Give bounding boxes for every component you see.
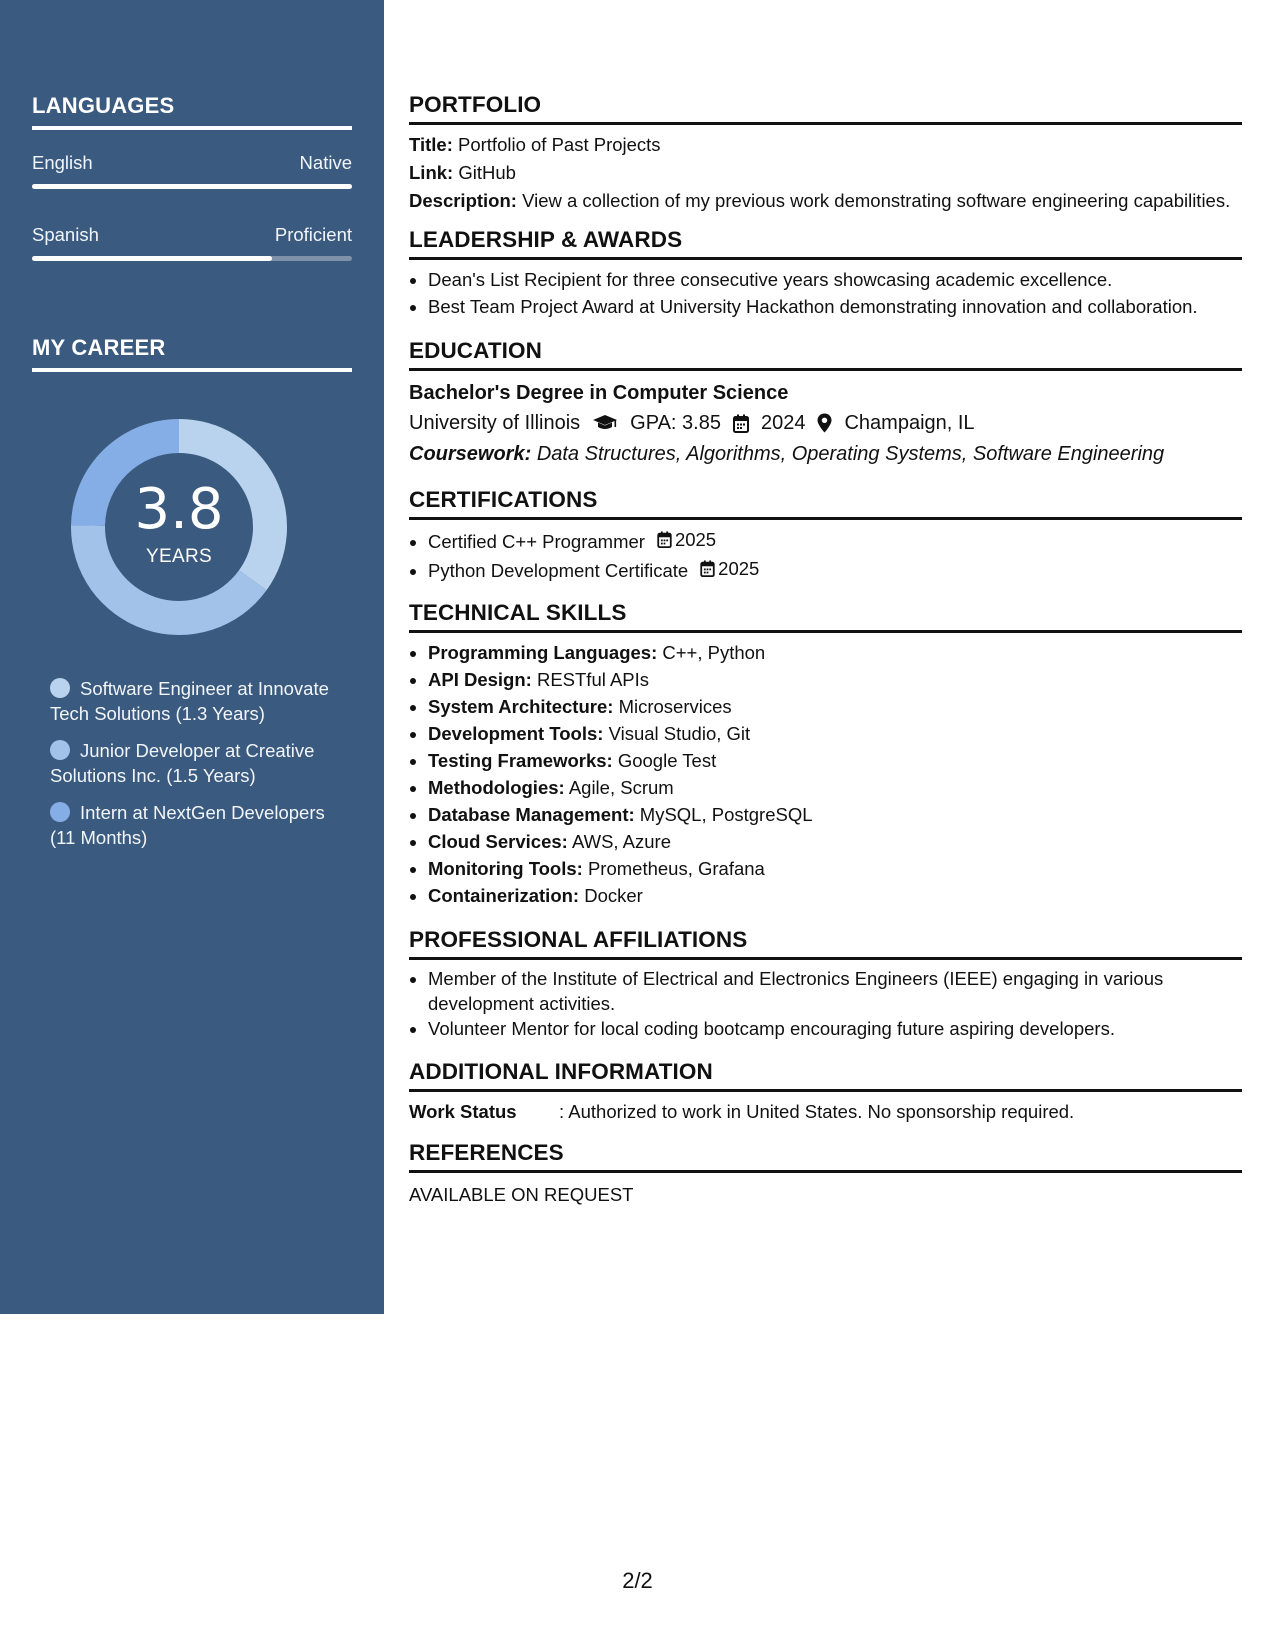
- skill-value: AWS, Azure: [571, 831, 671, 852]
- list-item: • Dean's List Recipient for three consecutive years showcasing academic excellence.: [428, 266, 1242, 293]
- references-text: AVAILABLE ON REQUEST: [409, 1184, 634, 1205]
- certifications-section: [409, 487, 1242, 584]
- list-item: [428, 720, 1242, 747]
- languages-section: [32, 93, 352, 261]
- section-heading: EDUCATION: [409, 338, 1242, 371]
- career-item-text: Junior Developer at Creative Solutions Inc. (1.5 Years): [50, 740, 315, 786]
- education-coursework: [409, 439, 1242, 469]
- affiliations-section: [409, 927, 1242, 1041]
- cert-year: 2025: [718, 558, 760, 579]
- work-status-label: Work Status: [409, 1101, 517, 1122]
- section-heading: PORTFOLIO: [409, 92, 1242, 125]
- education-degree: Bachelor's Degree in Computer Science: [409, 382, 789, 404]
- language-name: English: [32, 152, 93, 173]
- map-pin-icon: [817, 413, 832, 433]
- skills-list: [409, 639, 1242, 909]
- cert-date: [657, 526, 716, 553]
- career-donut-center: [66, 414, 292, 640]
- list-item: [428, 666, 1242, 693]
- cert-date: [700, 555, 759, 582]
- skill-value: Agile, Scrum: [568, 777, 674, 798]
- career-heading: MY CAREER: [32, 335, 352, 372]
- section-heading: REFERENCES: [409, 1140, 1242, 1173]
- graduation-cap-icon: [592, 414, 618, 432]
- language-bar: [32, 256, 352, 261]
- career-item: [50, 738, 340, 788]
- section-heading: LEADERSHIP & AWARDS: [409, 227, 1242, 260]
- skill-label: System Architecture:: [428, 696, 614, 717]
- coursework-value: Data Structures, Algorithms, Operating Systems, Software Engineering: [536, 443, 1165, 465]
- skills-section: [409, 600, 1242, 909]
- language-row: [32, 152, 352, 174]
- skill-value: Prometheus, Grafana: [587, 858, 765, 879]
- language-bar-fill: [32, 256, 272, 261]
- certifications-list: [409, 526, 1242, 584]
- language-bar: [32, 184, 352, 189]
- list-item: [428, 855, 1242, 882]
- skill-label: Development Tools:: [428, 723, 604, 744]
- portfolio-desc-label: Description:: [409, 190, 517, 211]
- calendar-icon: [657, 531, 672, 548]
- portfolio-description: [409, 187, 1242, 215]
- list-item: [428, 639, 1242, 666]
- career-dot-icon: [50, 802, 70, 822]
- career-dot-icon: [50, 678, 70, 698]
- portfolio-link-value[interactable]: GitHub: [458, 162, 516, 183]
- leadership-list: [409, 266, 1242, 320]
- career-donut: [66, 414, 292, 640]
- list-item: [428, 882, 1242, 909]
- list-item: • Volunteer Mentor for local coding bootcamp encouraging future aspiring developers.: [428, 1016, 1242, 1041]
- skill-value: RESTful APIs: [536, 669, 650, 690]
- portfolio-title-label: Title:: [409, 134, 453, 155]
- career-item-text: Software Engineer at Innovate Tech Solutions (1.3 Years): [50, 678, 329, 724]
- language-row: [32, 224, 352, 246]
- career-item: [50, 676, 340, 726]
- list-item: [428, 526, 1242, 555]
- coursework-label: Coursework:: [409, 443, 532, 465]
- section-heading: CERTIFICATIONS: [409, 487, 1242, 520]
- additional-info-section: [409, 1059, 1242, 1126]
- portfolio-link: [409, 159, 1242, 187]
- list-item: • Best Team Project Award at University Hackathon demonstrating innovation and collaboration.: [428, 293, 1242, 320]
- skill-label: API Design:: [428, 669, 532, 690]
- career-item-text: Intern at NextGen Developers (11 Months): [50, 802, 325, 848]
- leadership-section: [409, 227, 1242, 320]
- list-item: [428, 693, 1242, 720]
- section-heading: PROFESSIONAL AFFILIATIONS: [409, 927, 1242, 960]
- work-status-row: [409, 1098, 1242, 1126]
- portfolio-link-label: Link:: [409, 162, 454, 183]
- education-location: Champaign, IL: [844, 412, 975, 434]
- education-year: 2024: [760, 412, 806, 434]
- languages-heading: LANGUAGES: [32, 93, 352, 130]
- language-bar-fill: [32, 184, 352, 189]
- sidebar: [0, 0, 384, 1314]
- education-section: [409, 338, 1242, 469]
- language-level: Proficient: [274, 224, 352, 245]
- list-item: [428, 555, 1242, 584]
- career-section: [32, 335, 352, 372]
- career-dot-icon: [50, 740, 70, 760]
- career-list: [50, 676, 340, 862]
- main-content: [409, 92, 1242, 1221]
- list-item: [428, 747, 1242, 774]
- cert-name: Certified C++ Programmer: [428, 531, 645, 552]
- list-item: [428, 774, 1242, 801]
- section-heading: ADDITIONAL INFORMATION: [409, 1059, 1242, 1092]
- portfolio-desc-value: View a collection of my previous work demonstrating software engineering capabilities.: [522, 190, 1231, 211]
- skill-label: Database Management:: [428, 804, 635, 825]
- portfolio-title: [409, 131, 1242, 159]
- skill-label: Programming Languages:: [428, 642, 658, 663]
- portfolio-title-value: Portfolio of Past Projects: [458, 134, 661, 155]
- skill-value: Google Test: [617, 750, 717, 771]
- career-total-unit: YEARS: [146, 546, 212, 567]
- skill-label: Testing Frameworks:: [428, 750, 613, 771]
- portfolio-section: [409, 92, 1242, 215]
- career-item: [50, 800, 340, 850]
- skill-value: Visual Studio, Git: [608, 723, 751, 744]
- skill-label: Methodologies:: [428, 777, 565, 798]
- language-level: Native: [299, 152, 352, 173]
- calendar-icon: [700, 560, 715, 577]
- affiliations-list: [409, 966, 1242, 1041]
- career-total-years: 3.8: [134, 477, 224, 542]
- page-number: 2/2: [622, 1568, 653, 1593]
- section-heading: TECHNICAL SKILLS: [409, 600, 1242, 633]
- skill-value: C++, Python: [662, 642, 766, 663]
- cert-year: 2025: [674, 529, 717, 550]
- work-status-value: : Authorized to work in United States. No sponsorship required.: [559, 1101, 1075, 1122]
- skill-label: Containerization:: [428, 885, 580, 906]
- list-item: [428, 801, 1242, 828]
- cert-name: Python Development Certificate: [428, 560, 689, 581]
- skill-label: Cloud Services:: [428, 831, 568, 852]
- education-gpa: GPA: 3.85: [630, 412, 721, 434]
- calendar-icon: [733, 414, 749, 433]
- references-section: [409, 1140, 1242, 1209]
- language-name: Spanish: [32, 224, 99, 245]
- education-school: University of Illinois: [409, 412, 581, 434]
- list-item: • Member of the Institute of Electrical and Electronics Engineers (IEEE) engaging in various development activities.: [428, 966, 1242, 1016]
- education-meta: [409, 407, 1242, 439]
- skill-value: MySQL, PostgreSQL: [639, 804, 813, 825]
- skill-label: Monitoring Tools:: [428, 858, 583, 879]
- skill-value: Docker: [584, 885, 643, 906]
- skill-value: Microservices: [618, 696, 732, 717]
- list-item: [428, 828, 1242, 855]
